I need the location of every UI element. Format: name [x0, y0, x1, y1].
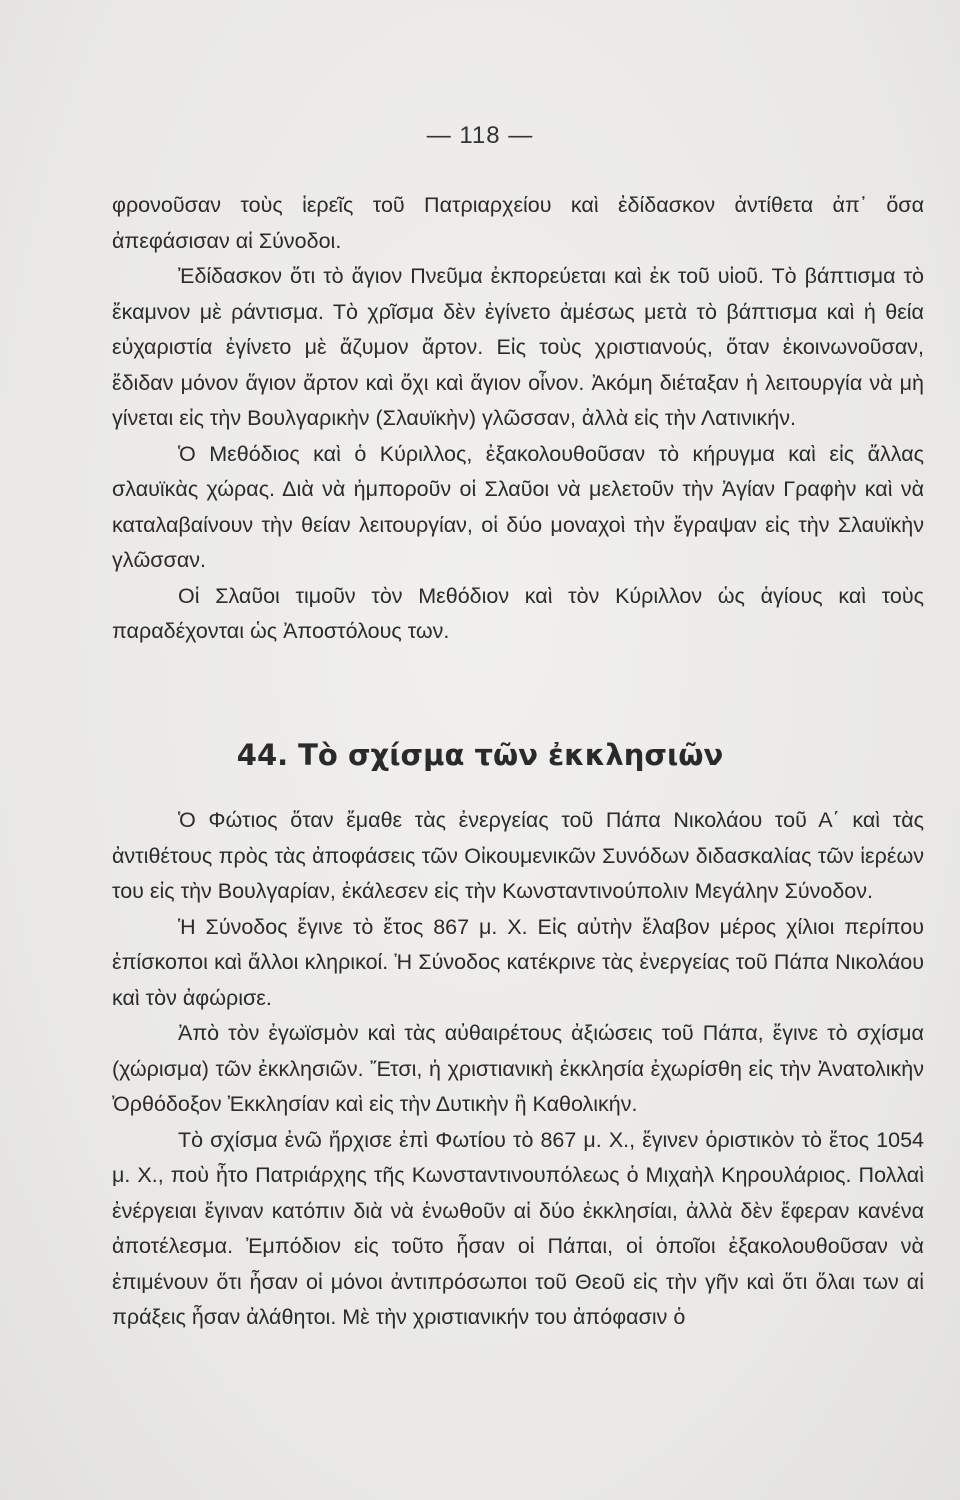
paragraph: Τὸ σχίσμα ἐνῶ ἤρχισε ἐπὶ Φωτίου τὸ 867 μ. Χ., ἔγινεν ὁριστικὸν τὸ ἔτος 1054 μ. Χ., ποὺ ἦτο Πατριάρχης τῆς Κωνσταντινουπόλεως ὁ Μιχαὴλ Κηρουλάριος. Πολλαὶ ἐνέργειαι ἔγιναν κατόπιν διὰ νὰ ἑνωθοῦν αἱ δύο ἐκκλησίαι, ἀλλὰ δὲν ἔφεραν κανένα ἀποτέλεσμα. Ἐμπόδιον εἰς τοῦτο ἦσαν οἱ Πάπαι, οἱ ὁποῖοι ἐξακολουθοῦσαν νὰ ἐπιμένουν ὅτι ἦσαν οἱ μόνοι ἀντιπρόσωποι τοῦ Θεοῦ εἰς τὴν γῆν καὶ ὅτι ὅλαι των αἱ πράξεις ἦσαν ἀλάθητοι. Μὲ τὴν χριστιανικήν του ἀπόφασιν ὁ	[112, 1127, 924, 1329]
page-number: — 118 —	[426, 122, 534, 149]
paragraph: Ἀπὸ τὸν ἐγωϊσμὸν καὶ τὰς αὐθαιρέτους ἀξιώσεις τοῦ Πάπα, ἔγινε τὸ σχίσμα (χώρισμα) τῶν ἐκκλησιῶν. Ἔτσι, ἡ χριστιανικὴ ἐκκλησία ἐχωρίσθη εἰς τὴν Ἀνατολικὴν Ὀρθόδοξον Ἐκκλησίαν καὶ εἰς τὴν Δυτικὴν ἢ Καθολικήν.	[112, 1021, 924, 1116]
text-before-section	[112, 188, 924, 650]
paragraph: Οἱ Σλαῦοι τιμοῦν τὸν Μεθόδιον καὶ τὸν Κύριλλον ὡς ἁγίους καὶ τοὺς παραδέχονται ὡς Ἀποστόλους των.	[112, 583, 924, 643]
section-title: Τὸ σχίσμα τῶν ἐκκλησιῶν	[298, 738, 724, 772]
paragraph: Ἐδίδασκον ὅτι τὸ ἅγιον Πνεῦμα ἐκπορεύεται καὶ ἐκ τοῦ υἱοῦ. Τὸ βάπτισμα τὸ ἔκαμνον μὲ ράντισμα. Τὸ χρῖσμα δὲν ἐγίνετο ἀμέσως μετὰ τὸ βάπτισμα καὶ ἡ θεία εὐχαριστία ἐγίνετο μὲ ἄζυμον ἄρτον. Εἰς τοὺς χριστιανούς, ὅταν ἐκοινωνοῦσαν, ἔδιδαν μόνον ἅγιον ἄρτον καὶ ὄχι καὶ ἅγιον οἶνον. Ἀκόμη διέταξαν ἡ λειτουργία νὰ μὴ γίνεται εἰς τὴν Βουλγαρικὴν (Σλαυϊκὴν) γλῶσσαν, ἀλλὰ εἰς τὴν Λατινικήν.	[112, 264, 924, 430]
paragraph: Ὁ Μεθόδιος καὶ ὁ Κύριλλος, ἐξακολουθοῦσαν τὸ κήρυγμα καὶ εἰς ἄλλας σλαυϊκὰς χώρας. Διὰ νὰ ἠμποροῦν οἱ Σλαῦοι νὰ μελετοῦν τὴν Ἁγίαν Γραφὴν καὶ νὰ καταλαβαίνουν τὴν θείαν λειτουργίαν, οἱ δύο μοναχοὶ τὴν ἔγραψαν εἰς τὴν Σλαυϊκὴν γλῶσσαν.	[112, 441, 924, 572]
paragraph: Ὁ Φώτιος ὅταν ἔμαθε τὰς ἐνεργείας τοῦ Πάπα Νικολάου τοῦ Α΄ καὶ τὰς ἀντιθέτους πρὸς τὰς ἀποφάσεις τῶν Οἰκουμενικῶν Συνόδων διδασκαλίας τῶν ἱερέων του εἰς τὴν Βουλγαρίαν, ἐκάλεσεν εἰς τὴν Κωνσταντινούπολιν Μεγάλην Σύνοδον.	[112, 808, 924, 903]
paragraph: Ἡ Σύνοδος ἔγινε τὸ ἔτος 867 μ. Χ. Εἰς αὐτὴν ἔλαβον μέρος χίλιοι περίπου ἐπίσκοποι καὶ ἄλλοι κληρικοί. Ἡ Σύνοδος κατέκρινε τὰς ἐνεργείας τοῦ Πάπα Νικολάου καὶ τὸν ἀφώρισε.	[112, 914, 924, 1010]
section-heading	[0, 738, 960, 772]
text-after-section	[112, 803, 924, 1336]
paragraph: φρονοῦσαν τοὺς ἱερεῖς τοῦ Πατριαρχείου καὶ ἐδίδασκον ἀντίθετα ἀπ᾽ ὅσα ἀπεφάσισαν αἱ Σύνοδοι.	[112, 193, 924, 253]
section-number: 44.	[236, 738, 289, 772]
